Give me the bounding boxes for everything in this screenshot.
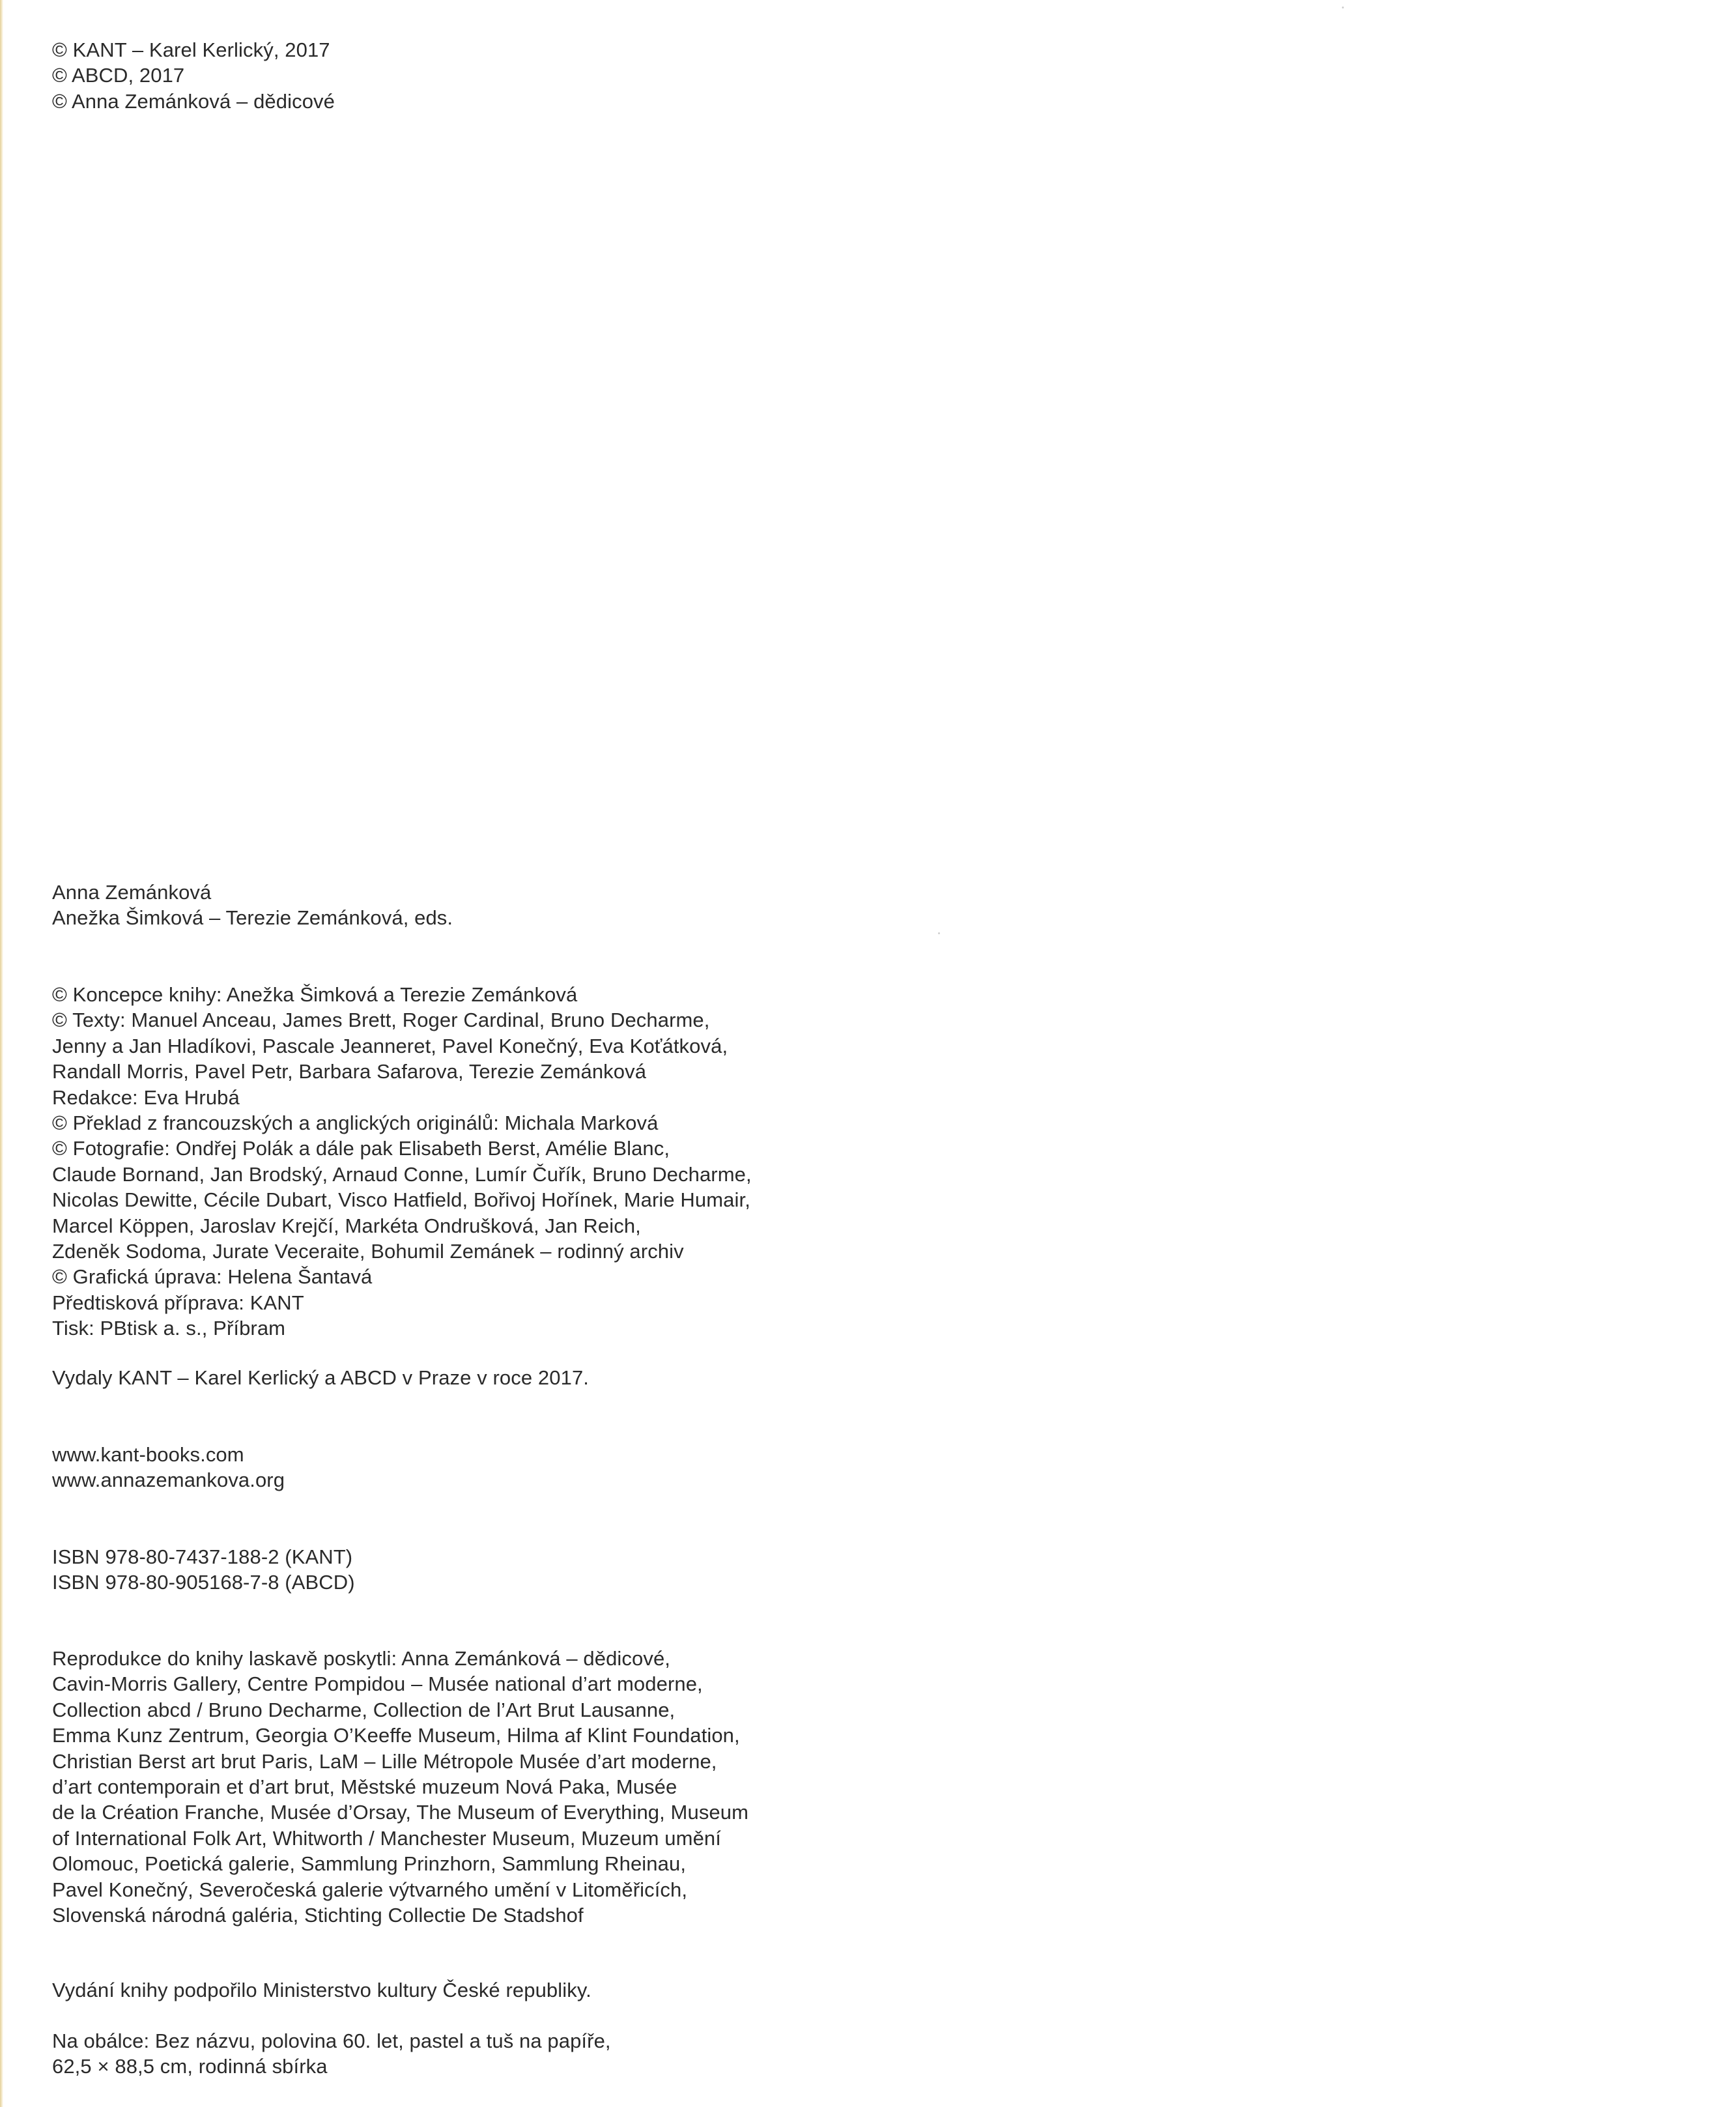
reproductions-line: Christian Berst art brut Paris, LaM – Lille Métropole Musée d’art moderne, — [52, 1749, 717, 1773]
credits-line: Randall Morris, Pavel Petr, Barbara Safarova, Terezie Zemánková — [52, 1060, 647, 1083]
paper-speck — [1342, 7, 1344, 8]
credits-line: Zdeněk Sodoma, Jurate Veceraite, Bohumil Zemánek – rodinný archiv — [52, 1240, 684, 1263]
credits-line: © Grafická úprava: Helena Šantavá — [52, 1265, 373, 1289]
paper-speck — [938, 932, 940, 934]
reproductions-line: d’art contemporain et d’art brut, Městské muzeum Nová Paka, Musée — [52, 1775, 677, 1799]
reproductions-line: Cavin-Morris Gallery, Centre Pompidou – Musée national d’art moderne, — [52, 1672, 703, 1696]
credits-line: © Překlad z francouzských a anglických originálů: Michala Marková — [52, 1111, 659, 1135]
credits-line: © Fotografie: Ondřej Polák a dále pak Elisabeth Berst, Amélie Blanc, — [52, 1137, 670, 1160]
isbn-block — [52, 1544, 355, 1596]
copyright-line: © KANT – Karel Kerlický, 2017 — [52, 38, 330, 61]
credits-line: Claude Bornand, Jan Brodský, Arnaud Conne, Lumír Čuřík, Bruno Decharme, — [52, 1162, 752, 1186]
credits-block — [52, 982, 752, 1341]
credits-line: Marcel Köppen, Jaroslav Krejčí, Markéta Ondrušková, Jan Reich, — [52, 1214, 641, 1237]
reproductions-line: of International Folk Art, Whitworth / Manchester Museum, Muzeum umění — [52, 1826, 721, 1850]
reproductions-line: Emma Kunz Zentrum, Georgia O’Keeffe Museum, Hilma af Klint Foundation, — [52, 1724, 740, 1747]
reproductions-line: Olomouc, Poetická galerie, Sammlung Prinzhorn, Sammlung Rheinau, — [52, 1852, 687, 1876]
cover-note-line: Na obálce: Bez názvu, polovina 60. let, pastel a tuš na papíře, — [52, 2029, 611, 2052]
reproductions-line: de la Création Franche, Musée d’Orsay, The Museum of Everything, Museum — [52, 1801, 749, 1824]
reproductions-line: Slovenská národná galéria, Stichting Collectie De Stadshof — [52, 1904, 584, 1927]
support-note: Vydání knihy podpořilo Ministerstvo kultury České republiky. — [52, 1979, 591, 2001]
website-link-kant[interactable]: www.kant-books.com — [52, 1443, 244, 1466]
credits-line: Tisk: PBtisk a. s., Příbram — [52, 1317, 286, 1340]
reproductions-line: Pavel Konečný, Severočeská galerie výtvarného umění v Litoměřicích, — [52, 1878, 688, 1901]
cover-note-line: 62,5 × 88,5 cm, rodinná sbírka — [52, 2055, 328, 2078]
websites-block — [52, 1442, 285, 1493]
credits-line: © Koncepce knihy: Anežka Šimková a Terezie Zemánková — [52, 983, 578, 1006]
credits-line: © Texty: Manuel Anceau, James Brett, Roger Cardinal, Bruno Decharme, — [52, 1009, 710, 1032]
website-link-zemankova[interactable]: www.annazemankova.org — [52, 1469, 285, 1492]
copyright-line: © Anna Zemánková – dědicové — [52, 89, 335, 113]
book-title-block — [52, 880, 453, 931]
page-edge — [0, 0, 3, 2107]
reproductions-line: Reprodukce do knihy laskavě poskytli: Anna Zemánková – dědicové, — [52, 1647, 670, 1670]
copyright-block — [52, 37, 335, 114]
credits-line: Jenny a Jan Hladíkovi, Pascale Jeanneret, Pavel Konečný, Eva Koťátková, — [52, 1034, 728, 1057]
reproductions-line: Collection abcd / Bruno Decharme, Collection de l’Art Brut Lausanne, — [52, 1698, 676, 1721]
copyright-line: © ABCD, 2017 — [52, 64, 185, 87]
publisher-block — [52, 1365, 589, 1390]
book-author: Anna Zemánková — [52, 881, 212, 904]
publisher-note: Vydaly KANT – Karel Kerlický a ABCD v Praze v roce 2017. — [52, 1366, 589, 1389]
isbn-line: ISBN 978-80-7437-188-2 (KANT) — [52, 1545, 353, 1568]
credits-line: Předtisková příprava: KANT — [52, 1291, 304, 1314]
credits-line: Nicolas Dewitte, Cécile Dubart, Visco Hatfield, Bořivoj Hořínek, Marie Humair, — [52, 1188, 750, 1212]
credits-line: Redakce: Eva Hrubá — [52, 1085, 240, 1109]
isbn-line: ISBN 978-80-905168-7-8 (ABCD) — [52, 1571, 355, 1594]
support-block — [52, 1977, 591, 2003]
cover-note-block — [52, 2028, 611, 2080]
reproductions-block — [52, 1646, 748, 1928]
book-editors: Anežka Šimková – Terezie Zemánková, eds. — [52, 906, 453, 930]
